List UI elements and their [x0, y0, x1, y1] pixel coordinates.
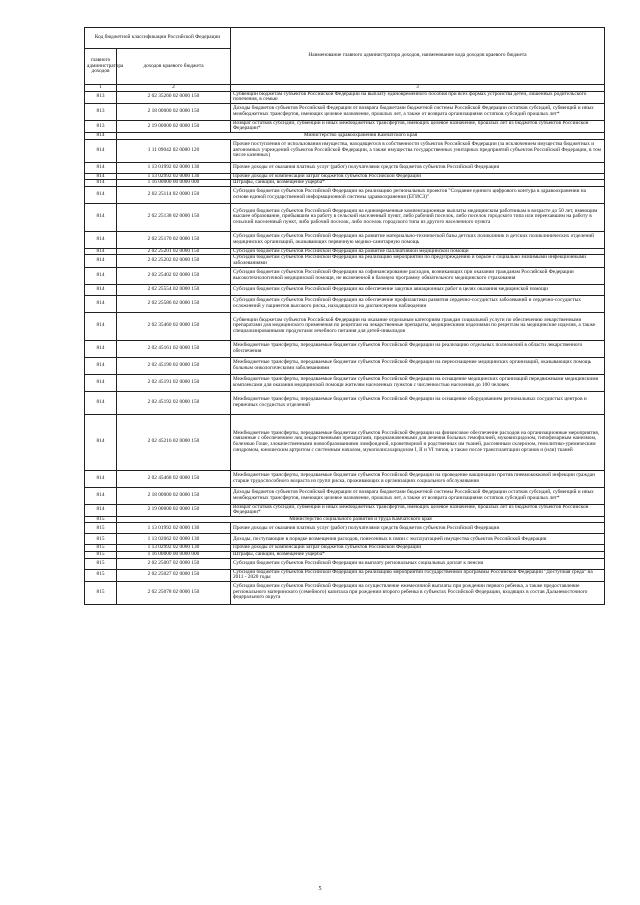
admin-code-cell: 814	[85, 267, 117, 284]
table-row	[85, 581, 605, 604]
income-name-cell: Штрафы, санкции, возмещение ущерба*	[231, 180, 605, 187]
admin-code-cell: 814	[85, 203, 117, 231]
income-name-cell: Межбюджетные трансферты, передаваемые бюджетам субъектов Российской Федерации на оснащение медицинских организаций передвижными медицинскими комплексами для оказания медицинской помощи жителям населенных пунктов с численностью населения до 100 человек	[231, 374, 605, 391]
table-row	[85, 91, 605, 103]
admin-code-cell: 814	[85, 162, 117, 173]
header-name-cell: Наименование главного администратора доходов, наименование кода доходов краевого бюджета	[231, 28, 605, 85]
table-row	[85, 470, 605, 487]
income-name-cell: Субсидии бюджетам субъектов Российской Федерации на реализацию мероприятий по предупреждению и борьбе с социально значимыми инфекционными заболеваниями	[231, 255, 605, 267]
income-name-cell: Межбюджетные трансферты, передаваемые бюджетам субъектов Российской Федерации на оснащение оборудованием региональных сосудистых центров и первичных сосудистых отделений	[231, 391, 605, 414]
table-row	[85, 186, 605, 203]
budget-table	[84, 27, 605, 605]
section-row	[85, 516, 605, 523]
income-name-cell: Прочие поступления от использования имущества, находящегося в собственности субъектов Российской Федерации (за исключением имущества бюджетных и автономных учреждений субъектов Российской Федерации, а также имущества государственных унитарных предприятий субъектов Российской Федерации, в том числе казенных)	[231, 139, 605, 162]
income-code-cell: 1 13 02992 02 0000 130	[117, 173, 231, 180]
header-income-cell: доходов краевого бюджета	[117, 49, 231, 85]
admin-code-cell: 814	[85, 470, 117, 487]
admin-code-cell: 814	[85, 173, 117, 180]
table-row	[85, 569, 605, 581]
income-name-cell: Субсидии бюджетам субъектов Российской Федерации на единовременные компенсационные выплаты медицинским работникам в возрасте до 50 лет, имеющим высшее образование, прибывшим на работу в сельский населенный пункт, либо рабочий поселок, либо поселок городского типа или переехавшим на работу в сельский населенный пункт, либо рабочий поселок, либо поселок городского типа из другого населенного пункта	[231, 203, 605, 231]
income-name-cell: Доходы, поступающие в порядке возмещения расходов, понесенных в связи с эксплуатацией имущества субъектов Российской Федерации	[231, 534, 605, 545]
income-code-cell: 2 02 45192 02 0000 150	[117, 391, 231, 414]
income-name-cell: Субсидии бюджетам субъектов Российской Федерации на обеспечение закупки авиационных работ в целях оказания медицинской помощи	[231, 284, 605, 295]
admin-code-cell: 815	[85, 534, 117, 545]
admin-code-cell: 814	[85, 391, 117, 414]
income-code-cell: 2 18 00000 02 0000 150	[117, 103, 231, 120]
table-row	[85, 103, 605, 120]
admin-code-cell: 814	[85, 487, 117, 504]
table-row	[85, 523, 605, 534]
admin-code-cell: 814	[85, 414, 117, 470]
section-title-cell: Министерство здравоохранения Камчатского края	[117, 132, 605, 139]
income-name-cell: Прочие доходы от компенсации затрат бюджетов субъектов Российской Федерации	[231, 173, 605, 180]
admin-code-cell: 815	[85, 581, 117, 604]
income-code-cell: 2 19 00000 02 0000 150	[117, 504, 231, 516]
table-row	[85, 120, 605, 132]
page-number: 5	[318, 886, 322, 892]
table-row	[85, 284, 605, 295]
table-row	[85, 162, 605, 173]
admin-code-cell: 814	[85, 186, 117, 203]
table-row	[85, 312, 605, 340]
table-row	[85, 558, 605, 569]
income-code-cell: 1 16 00000 00 0000 000	[117, 180, 231, 187]
income-name-cell: Доходы бюджетов субъектов Российской Федерации от возврата бюджетами бюджетной системы Российской Федерации остатков субсидий, субвенций и иных межбюджетных трансфертов, имеющих целевое назначение, прошлых лет, а также от возврата организациями остатков субсидий прошлых лет*	[231, 487, 605, 504]
table-row	[85, 139, 605, 162]
table-row	[85, 267, 605, 284]
table-row	[85, 391, 605, 414]
income-code-cell: 2 02 35260 02 0000 150	[117, 91, 231, 103]
income-name-cell: Субсидии бюджетам субъектов Российской Федерации на выплату региональных социальных доплат к пенсии	[231, 558, 605, 569]
income-name-cell: Межбюджетные трансферты, передаваемые бюджетам субъектов Российской Федерации на проведение вакцинации против пневмококковой инфекции граждан старше трудоспособного возраста из групп риска, проживающих в организациях социального обслуживания	[231, 470, 605, 487]
table-row	[85, 295, 605, 312]
income-code-cell: 1 11 09042 02 0000 120	[117, 139, 231, 162]
income-code-cell: 2 02 45161 02 0000 150	[117, 340, 231, 357]
income-name-cell: Субсидии бюджетам субъектов Российской Федерации на софинансирование расходов, возникающих при оказании гражданам Российской Федерации высокотехнологичной медицинской помощи, не включенной в базовую программу обязательного медицинского страхования	[231, 267, 605, 284]
table-row	[85, 255, 605, 267]
admin-code-cell: 813	[85, 103, 117, 120]
income-code-cell: 1 16 00000 00 0000 000	[117, 551, 231, 558]
header-number-3: 3	[231, 85, 605, 92]
admin-code-cell: 814	[85, 374, 117, 391]
income-code-cell: 1 13 01992 02 0000 130	[117, 523, 231, 534]
table-row	[85, 551, 605, 558]
income-name-cell: Субсидии бюджетам субъектов Российской Федерации на реализацию мероприятий государственной программы Российской Федерации "Доступная среда" на 2011 - 2020 годы	[231, 569, 605, 581]
admin-code-cell: 814	[85, 295, 117, 312]
admin-code-cell: 814	[85, 231, 117, 248]
header-number-2: 2	[117, 85, 231, 92]
income-name-cell: Прочие доходы от оказания платных услуг (работ) получателями средств бюджетов субъектов Российской Федерации	[231, 523, 605, 534]
income-name-cell: Прочие доходы от оказания платных услуг (работ) получателями средств бюджетов субъектов Российской Федерации	[231, 162, 605, 173]
admin-code-cell: 815	[85, 545, 117, 552]
admin-code-cell: 814	[85, 284, 117, 295]
income-name-cell: Межбюджетные трансферты, передаваемые бюджетам субъектов Российской Федерации на финансовое обеспечение расходов на организационные мероприятия, связанные с обеспечением лиц лекарственными препаратами, предназначенными для лечения больных гемофилией, муковисцидозом, гипофизарным нанизмом, болезнью Гоше, злокачественными новообразованиями лимфоидной, кроветворной и родственных им тканей, рассеянным склерозом, гемолитико-уремическим синдромом, юношеским артритом с системным началом, мукополисахаридозом I, II и VI типов, а также после трансплантации органов и (или) тканей	[231, 414, 605, 470]
admin-code-cell: 814	[85, 340, 117, 357]
header-admin-cell: главного администратора доходов	[85, 49, 117, 85]
income-name-cell: Доходы бюджетов субъектов Российской Федерации от возврата бюджетами бюджетной системы Российской Федерации остатков субсидий, субвенций и иных межбюджетных трансфертов, имеющих целевое назначение, прошлых лет, а также от возврата организациями остатков субсидий прошлых лет*	[231, 103, 605, 120]
income-code-cell: 2 18 00000 02 0000 150	[117, 487, 231, 504]
income-code-cell: 2 02 25114 02 0000 150	[117, 186, 231, 203]
admin-code-cell: 814	[85, 312, 117, 340]
income-code-cell: 2 02 25402 02 0000 150	[117, 267, 231, 284]
table-row	[85, 487, 605, 504]
admin-code-cell: 813	[85, 91, 117, 103]
admin-code-cell: 814	[85, 504, 117, 516]
table-row	[85, 203, 605, 231]
income-code-cell: 2 02 25170 02 0000 150	[117, 231, 231, 248]
section-title-cell: Министерство социального развития и труда Камчатского края	[117, 516, 605, 523]
income-name-cell: Штрафы, санкции, возмещение ущерба*	[231, 551, 605, 558]
section-row	[85, 132, 605, 139]
table-row	[85, 231, 605, 248]
income-code-cell: 2 19 00000 02 0000 150	[117, 120, 231, 132]
income-name-cell: Субсидии бюджетам субъектов Российской Федерации на развитие материально-технической базы детских поликлиник и детских поликлинических отделений медицинских организаций, оказывающих первичную медико-санитарную помощь	[231, 231, 605, 248]
admin-code-cell: 814	[85, 132, 117, 139]
income-code-cell: 2 02 25554 02 0000 150	[117, 284, 231, 295]
income-code-cell: 2 02 25586 02 0000 150	[117, 295, 231, 312]
income-code-cell: 2 02 25138 02 0000 150	[117, 203, 231, 231]
header-group-cell: Код бюджетной классификации Российской Федерации	[85, 28, 231, 49]
income-code-cell: 2 02 45190 02 0000 150	[117, 357, 231, 374]
income-name-cell: Субвенции бюджетам субъектов Российской Федерации на оказание отдельным категориям граждан социальной услуги по обеспечению лекарственными препаратами для медицинского применения по рецептам на лекарственные препараты, медицинскими изделиями по рецептам на медицинские изделия, а также специализированными продуктами лечебного питания для детей-инвалидов	[231, 312, 605, 340]
income-name-cell: Субсидии бюджетам субъектов Российской Федерации на реализацию региональных проектов "Создание единого цифрового контура в здравоохранении на основе единой государственной информационной системы здравоохранения (ЕГИСЗ)"	[231, 186, 605, 203]
income-code-cell: 1 13 02062 02 0000 130	[117, 534, 231, 545]
income-code-cell: 2 02 35460 02 0000 150	[117, 312, 231, 340]
income-name-cell: Субсидии бюджетам субъектов Российской Федерации на развитие паллиативной медицинской помощи	[231, 248, 605, 255]
admin-code-cell: 814	[85, 255, 117, 267]
income-name-cell: Возврат остатков субсидий, субвенций и иных межбюджетных трансфертов, имеющих целевое назначение, прошлых лет из бюджетов субъектов Российской Федерации*	[231, 504, 605, 516]
income-name-cell: Субсидии бюджетам субъектов Российской Федерации на осуществление ежемесячной выплаты при рождении первого ребенка, а также предоставление регионального материнского (семейного) капитала при рождении второго ребенка в субъектах Российской Федерации, входящих в состав Дальневосточного федерального округа	[231, 581, 605, 604]
table-row	[85, 504, 605, 516]
admin-code-cell: 815	[85, 558, 117, 569]
table-row	[85, 357, 605, 374]
table-row	[85, 180, 605, 187]
admin-code-cell: 813	[85, 120, 117, 132]
table-row	[85, 414, 605, 470]
income-code-cell: 2 02 45216 02 0000 150	[117, 414, 231, 470]
table-row	[85, 340, 605, 357]
admin-code-cell: 815	[85, 516, 117, 523]
income-code-cell: 1 13 01992 02 0000 130	[117, 162, 231, 173]
income-name-cell: Межбюджетные трансферты, передаваемые бюджетам субъектов Российской Федерации на реализацию отдельных полномочий в области лекарственного обеспечения	[231, 340, 605, 357]
header-row-group	[85, 28, 605, 49]
admin-code-cell: 814	[85, 248, 117, 255]
income-code-cell: 2 02 25201 02 0000 150	[117, 248, 231, 255]
table-row	[85, 374, 605, 391]
admin-code-cell: 815	[85, 523, 117, 534]
income-name-cell: Субсидии бюджетам субъектов Российской Федерации на обеспечение профилактики развития сердечно-сосудистых заболеваний и сердечно-сосудистых осложнений у пациентов высокого риска, находящихся на диспансерном наблюдении	[231, 295, 605, 312]
header-number-1: 1	[85, 85, 117, 92]
admin-code-cell: 814	[85, 357, 117, 374]
income-name-cell: Субвенции бюджетам субъектов Российской Федерации на выплату единовременного пособия при всех формах устройства детей, лишенных родительского попечения, в семью	[231, 91, 605, 103]
income-code-cell: 2 02 25078 02 0000 150	[117, 581, 231, 604]
income-code-cell: 2 02 45191 02 0000 150	[117, 374, 231, 391]
income-code-cell: 1 13 02992 02 0000 130	[117, 545, 231, 552]
income-code-cell: 2 02 25027 02 0000 150	[117, 569, 231, 581]
income-code-cell: 2 02 25202 02 0000 150	[117, 255, 231, 267]
admin-code-cell: 815	[85, 551, 117, 558]
admin-code-cell: 815	[85, 569, 117, 581]
admin-code-cell: 814	[85, 139, 117, 162]
admin-code-cell: 814	[85, 180, 117, 187]
income-name-cell: Прочие доходы от компенсации затрат бюджетов субъектов Российской Федерации	[231, 545, 605, 552]
income-name-cell: Межбюджетные трансферты, передаваемые бюджетам субъектов Российской Федерации на переоснащение медицинских организаций, оказывающих помощь больным онкологическими заболеваниями	[231, 357, 605, 374]
income-code-cell: 2 02 45468 02 0000 150	[117, 470, 231, 487]
income-code-cell: 2 02 25007 02 0000 150	[117, 558, 231, 569]
income-name-cell: Возврат остатков субсидий, субвенций и иных межбюджетных трансфертов, имеющих целевое назначение, прошлых лет из бюджетов субъектов Российской Федерации*	[231, 120, 605, 132]
